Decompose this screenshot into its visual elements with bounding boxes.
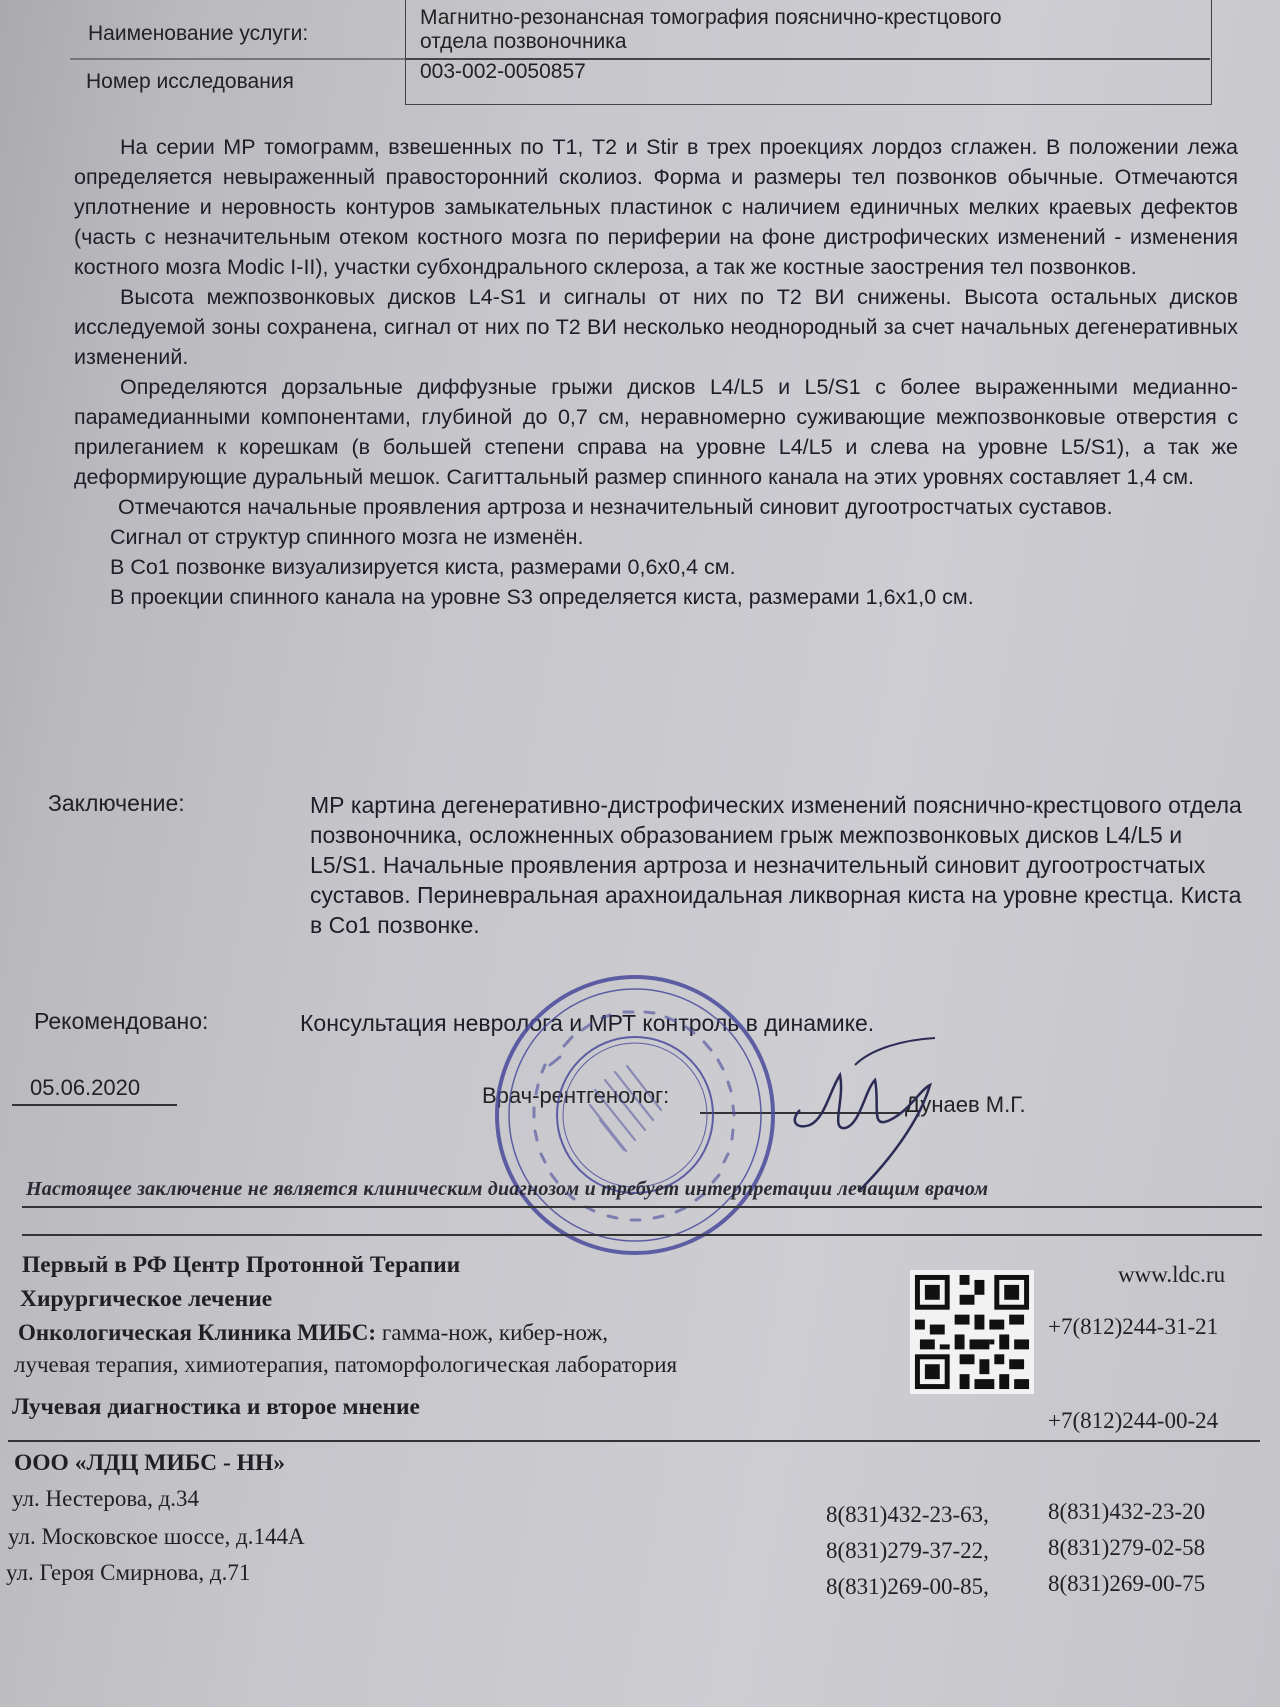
local-phone: 8(831)279-37-22, bbox=[826, 1538, 989, 1563]
phone-2: +7(812)244-00-24 bbox=[1048, 1408, 1219, 1433]
findings-paragraph: Отмечаются начальные проявления артроза и незначительный синовит дугоотростчатых суставов. bbox=[118, 495, 1113, 519]
disclaimer-text: Настоящее заключение не является клиническим диагнозом и требует интерпретации лечащим врачом bbox=[26, 1178, 989, 1200]
doctor-role: Врач-рентгенолог: bbox=[482, 1083, 670, 1108]
service-value-line2: отдела позвоночника bbox=[420, 30, 627, 53]
findings-paragraph: В проекции спинного канала на уровне S3 определяется киста, размерами 1,6х1,0 см. bbox=[110, 585, 974, 609]
address-1: ул. Нестерова, д.34 bbox=[12, 1486, 200, 1511]
recommendation-label: Рекомендовано: bbox=[34, 1008, 209, 1034]
website: www.ldc.ru bbox=[1118, 1262, 1226, 1287]
address-2: ул. Московское шоссе, д.144А bbox=[8, 1524, 305, 1549]
phone-1: +7(812)244-31-21 bbox=[1048, 1314, 1219, 1339]
date-underline bbox=[12, 1104, 177, 1106]
doctor-signature bbox=[770, 1030, 970, 1200]
qr-code bbox=[910, 1270, 1034, 1394]
service-value-line1: Магнитно-резонансная томография пояснично-крестцового bbox=[420, 6, 1002, 29]
footer-line-1: Первый в РФ Центр Протонной Терапии bbox=[22, 1252, 461, 1278]
footer-line-2: Хирургическое лечение bbox=[20, 1286, 273, 1312]
conclusion-text: МР картина дегенеративно-дистрофических изменений пояснично-крестцового отдела позвоночника, осложненных образованием грыж межпозвонковых дисков L4/L5 и L5/S1. Начальные проявления артроза и незначительный синовит дугоотростчатых суставов. Периневральная арахноидальная ликворная киста на уровне крестца. Киста в Со1 позвонке. bbox=[310, 792, 1242, 938]
round-seal-stamp bbox=[490, 970, 780, 1260]
findings-paragraph: Определяются дорзальные диффузные грыжи дисков L4/L5 и L5/S1 с более выраженными медианно-парамедианными компонентами, глубиной до 0,7 см, неравномерно суживающие межпозвонковые отверстия с прилеганием к корешкам (в большей степени справа на уровне L4/L5 и слева на уровне L5/S1), а так же деформирующие дуральный мешок. Сагиттальный размер спинного канала на этих уровнях составляет 1,4 см. bbox=[74, 375, 1238, 489]
address-3: ул. Героя Смирнова, д.71 bbox=[6, 1560, 251, 1585]
header-divider-left bbox=[70, 58, 405, 60]
local-phone: 8(831)269-00-85, bbox=[826, 1574, 989, 1599]
local-phone: 8(831)269-00-75 bbox=[1048, 1571, 1206, 1596]
findings-paragraph: Сигнал от структур спинного мозга не изменён. bbox=[110, 525, 584, 549]
org-name: ООО «ЛДЦ МИБС - НН» bbox=[14, 1450, 285, 1476]
recommendation-text: Консультация невролога и МРТ контроль в динамике. bbox=[300, 1010, 875, 1036]
findings-paragraph: Высота межпозвонковых дисков L4-S1 и сигналы от них по Т2 ВИ снижены. Высота остальных дисков исследуемой зоны сохранена, сигнал от них по Т2 ВИ несколько неоднородный за счет начальных дегенеративных изменений. bbox=[74, 285, 1238, 369]
service-label: Наименование услуги: bbox=[88, 22, 309, 45]
findings-section bbox=[74, 132, 1238, 612]
local-phone: 8(831)432-23-20 bbox=[1048, 1499, 1206, 1524]
footer-rule-top bbox=[22, 1206, 1262, 1208]
footer-line-3 bbox=[18, 1320, 608, 1346]
footer-rule-bottom bbox=[8, 1440, 1260, 1442]
footer-line-3-bold: Онкологическая Клиника МИБС: bbox=[18, 1320, 377, 1345]
conclusion-label: Заключение: bbox=[48, 790, 185, 816]
report-date: 05.06.2020 bbox=[30, 1075, 141, 1100]
doctor-name: Дунаев М.Г. bbox=[905, 1092, 1026, 1117]
local-phone: 8(831)279-02-58 bbox=[1048, 1535, 1206, 1560]
footer-line-5: Лучевая диагностика и второе мнение bbox=[12, 1394, 420, 1420]
local-phone: 8(831)432-23-63, bbox=[826, 1502, 989, 1527]
footer-line-3-rest: гамма-нож, кибер-нож, bbox=[376, 1320, 609, 1345]
findings-paragraph: На серии МР томограмм, взвешенных по Т1, Т2 и Stir в трех проекциях лордоз сглажен. В положении лежа определяется невыраженный правосторонний сколиоз. Форма и размеры тел позвонков обычные. Отмечаются уплотнение и неровность контуров замыкательных пластинок с наличием единичных мелких краевых дефектов (часть с незначительным отеком костного мозга по периферии на фоне дистрофических изменений - изменения костного мозга Modic I-II), участки субхондрального склероза, а так же костные заострения тел позвонков. bbox=[74, 135, 1238, 279]
footer-rule-second bbox=[22, 1234, 1262, 1236]
study-label: Номер исследования bbox=[86, 70, 294, 93]
footer-line-4: лучевая терапия, химиотерапия, патоморфологическая лаборатория bbox=[14, 1352, 678, 1377]
findings-paragraph: В Со1 позвонке визуализируется киста, размерами 0,6х0,4 см. bbox=[110, 555, 736, 579]
study-number: 003-002-0050857 bbox=[420, 60, 586, 83]
